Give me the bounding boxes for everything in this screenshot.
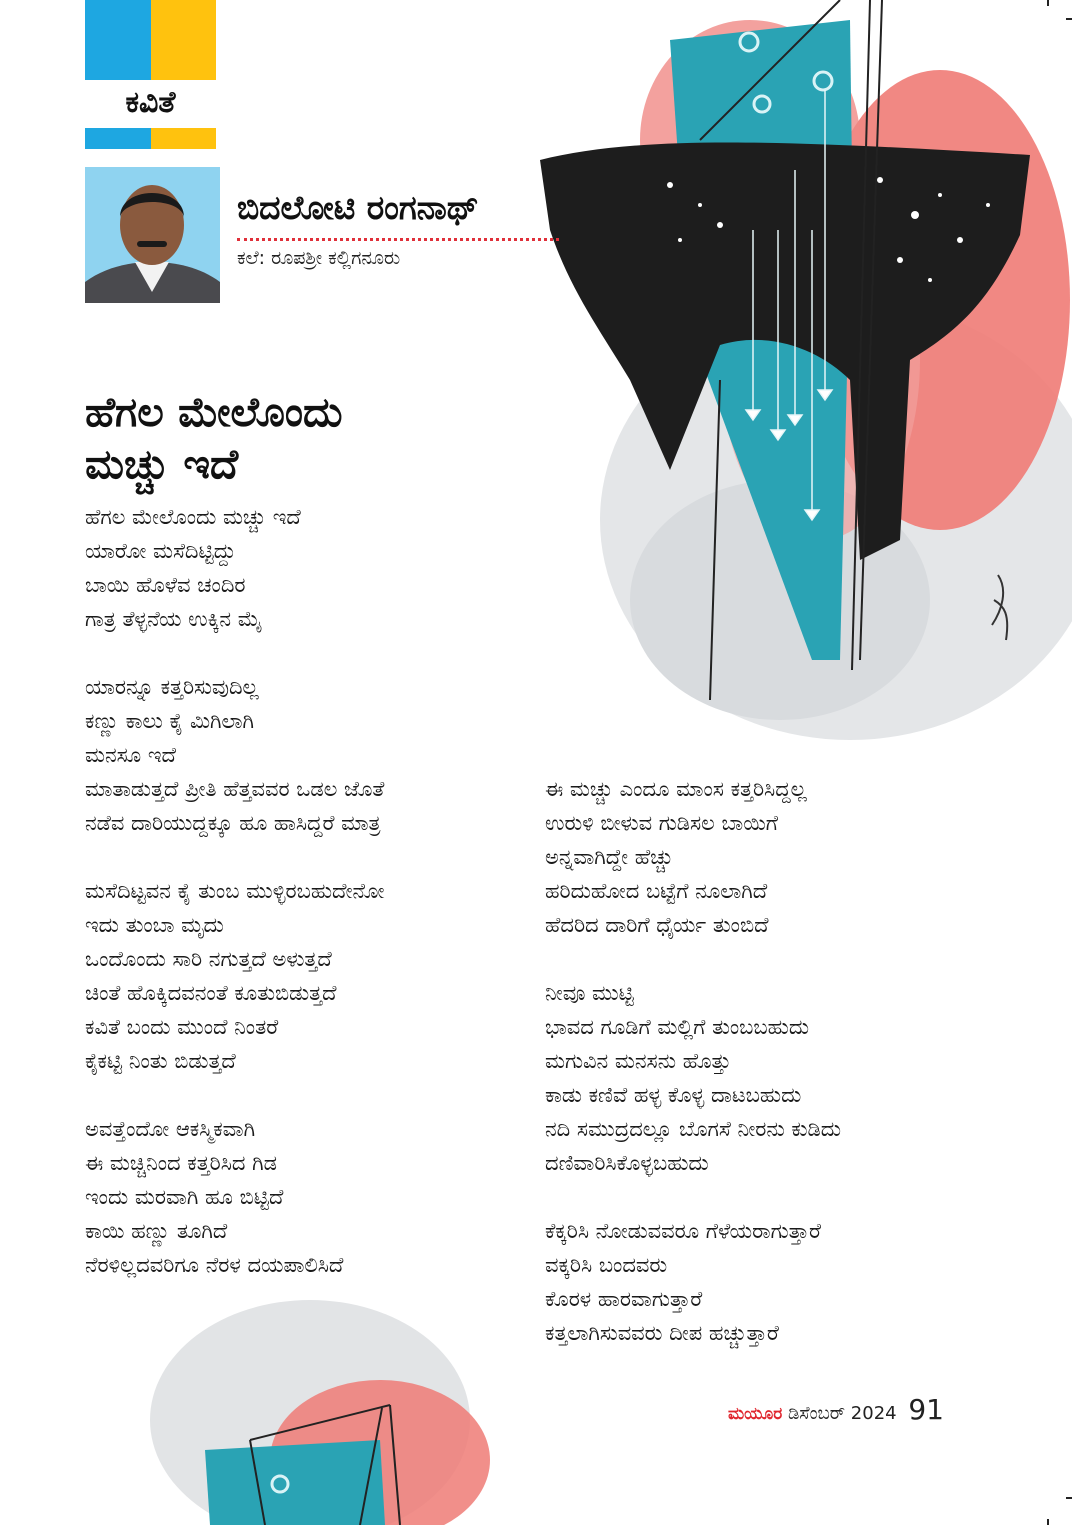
poem-line: ಈ ಮಚ್ಚಿನಿಂದ ಕತ್ತರಿಸಿದ ಗಿಡ [85,1151,277,1175]
poem-line: ಈ ಮಚ್ಚು ಎಂದೂ ಮಾಂಸ ಕತ್ತರಿಸಿದ್ದಲ್ಲ [545,777,807,801]
poem-line: ಮನಸೂ ಇದೆ [85,743,176,767]
poem-line: ದಣಿವಾರಿಸಿಕೊಳ್ಳಬಹುದು [545,1151,709,1175]
issue-date: ಡಿಸೆಂಬರ್ 2024 [787,1403,897,1424]
crop-mark [1066,1497,1072,1499]
stanza [85,500,384,636]
poem-line: ಭಾವದ ಗೂಡಿಗೆ ಮಲ್ಲಿಗೆ ತುಂಬಬಹುದು [545,1015,810,1039]
section-tag-bar [85,128,151,149]
crop-mark [1047,1519,1049,1525]
author-photo [85,167,220,303]
stanza [85,670,384,840]
poem-line: ಹರಿದುಹೋದ ಬಟ್ಟೆಗೆ ನೂಲಾಗಿದೆ [545,879,768,903]
poem-line: ಬಾಯಿ ಹೊಳೆವ ಚಂದಿರ [85,573,246,597]
poem-line: ಕೊರಳ ಹಾರವಾಗುತ್ತಾರೆ [545,1287,703,1311]
poem-line: ಹೆಗಲ ಮೇಲೊಂದು ಮಚ್ಚು ಇದೆ [85,505,301,529]
section-tag-yellow-block [151,0,216,80]
poem-line: ನಡೆವ ದಾರಿಯುದ್ದಕ್ಕೂ ಹೂ ಹಾಸಿದ್ದರೆ ಮಾತ್ರ [85,811,381,835]
poem-line: ಚಿಂತೆ ಹೊಕ್ಕಿದವನಂತೆ ಕೂತುಬಿಡುತ್ತದೆ [85,981,337,1005]
poem-line: ಇಂದು ಮರವಾಗಿ ಹೂ ಬಿಟ್ಟಿದೆ [85,1185,284,1209]
section-label: ಕವಿತೆ [125,85,176,120]
poem-column-2 [545,772,841,1384]
poem-line: ಮಗುವಿನ ಮನಸನು ಹೊತ್ತು [545,1049,732,1073]
poem-line: ಯಾರೋ ಮಸೆದಿಟ್ಟಿದ್ದು [85,539,236,563]
stanza [545,772,841,942]
poem-line: ಉರುಳಿ ಬೀಳುವ ಗುಡಿಸಲ ಬಾಯಿಗೆ [545,811,778,835]
author-divider [237,238,559,241]
poem-line: ವಕ್ಕರಿಸಿ ಬಂದವರು [545,1253,668,1277]
page-number: 91 [908,1393,944,1426]
poem-line: ಕಾಯಿ ಹಣ್ಣು ತೂಗಿದೆ [85,1219,228,1243]
poem-line: ಅನ್ನವಾಗಿದ್ದೇ ಹೆಚ್ಚು [545,845,674,869]
poem-line: ಮಸೆದಿಟ್ಟವನ ಕೈ ತುಂಬ ಮುಳ್ಳಿರಬಹುದೇನೋ [85,879,385,903]
poem-title [85,386,343,490]
magazine-brand: ಮಯೂರ [728,1404,783,1424]
poem-line: ಕತ್ತಲಾಗಿಸುವವರು ದೀಪ ಹಚ್ಚುತ್ತಾರೆ [545,1321,779,1345]
poem-line: ಯಾರನ್ನೂ ಕತ್ತರಿಸುವುದಿಲ್ಲ [85,675,259,699]
poem-line: ಕವಿತೆ ಬಂದು ಮುಂದೆ ನಿಂತರೆ [85,1015,279,1039]
poem-title-line: ಮಚ್ಚು ಇದೆ [85,440,239,488]
poem-line: ಮಾತಾಡುತ್ತದೆ ಪ್ರೀತಿ ಹೆತ್ತವವರ ಒಡಲ ಜೊತೆ [85,777,385,801]
author-portrait [85,167,220,303]
poem-line: ನದಿ ಸಮುದ್ರದಲ್ಲೂ ಬೊಗಸೆ ನೀರನು ಕುಡಿದು [545,1117,842,1141]
poem-line: ಅವತ್ತೆಂದೋ ಆಕಸ್ಮಿಕವಾಗಿ [85,1117,256,1141]
stanza [545,976,841,1180]
poem-title-line: ಹೆಗಲ ಮೇಲೊಂದು [85,388,343,436]
poem-line: ನೆರಳಿಲ್ಲದವರಿಗೂ ನೆರಳ ದಯಪಾಲಿಸಿದೆ [85,1253,344,1277]
section-tag-bar [151,128,216,149]
poem-line: ಒಂದೊಂದು ಸಾರಿ ನಗುತ್ತದೆ ಅಳುತ್ತದೆ [85,947,332,971]
stanza [85,874,384,1078]
sword-illustration-bottom [150,1300,490,1525]
poem-line: ನೀವೂ ಮುಟ್ಟಿ [545,981,634,1005]
section-tag-blue-block [85,0,151,80]
poem-line: ಕೈಕಟ್ಟಿ ನಿಂತು ಬಿಡುತ್ತದೆ [85,1049,236,1073]
poem-line: ಇದು ತುಂಬಾ ಮೃದು [85,913,224,937]
sword-illustration [520,0,1072,740]
poem-line: ಕೆಕ್ಕರಿಸಿ ನೋಡುವವರೂ ಗೆಳೆಯರಾಗುತ್ತಾರೆ [545,1219,821,1243]
poem-column-1 [85,500,384,1316]
stanza [85,1112,384,1282]
poem-line: ಕಾಡು ಕಣಿವೆ ಹಳ್ಳ ಕೊಳ್ಳ ದಾಟಬಹುದು [545,1083,802,1107]
poem-line: ಗಾತ್ರ ತೆಳ್ಳನೆಯ ಉಕ್ಕಿನ ಮೈ [85,607,263,631]
stanza [545,1214,841,1350]
poem-line: ಕಣ್ಣು ಕಾಲು ಕೈ ಮಿಗಿಲಾಗಿ [85,709,255,733]
poem-line: ಹೆದರಿದ ದಾರಿಗೆ ಧೈರ್ಯ ತುಂಬಿದೆ [545,913,769,937]
art-credit: ಕಲೆ: ರೂಪಶ್ರೀ ಕಲ್ಲಿಗನೂರು [237,247,401,269]
author-name: ಬಿದಲೋಟಿ ರಂಗನಾಥ್ [237,188,479,227]
page-footer [728,1393,944,1426]
